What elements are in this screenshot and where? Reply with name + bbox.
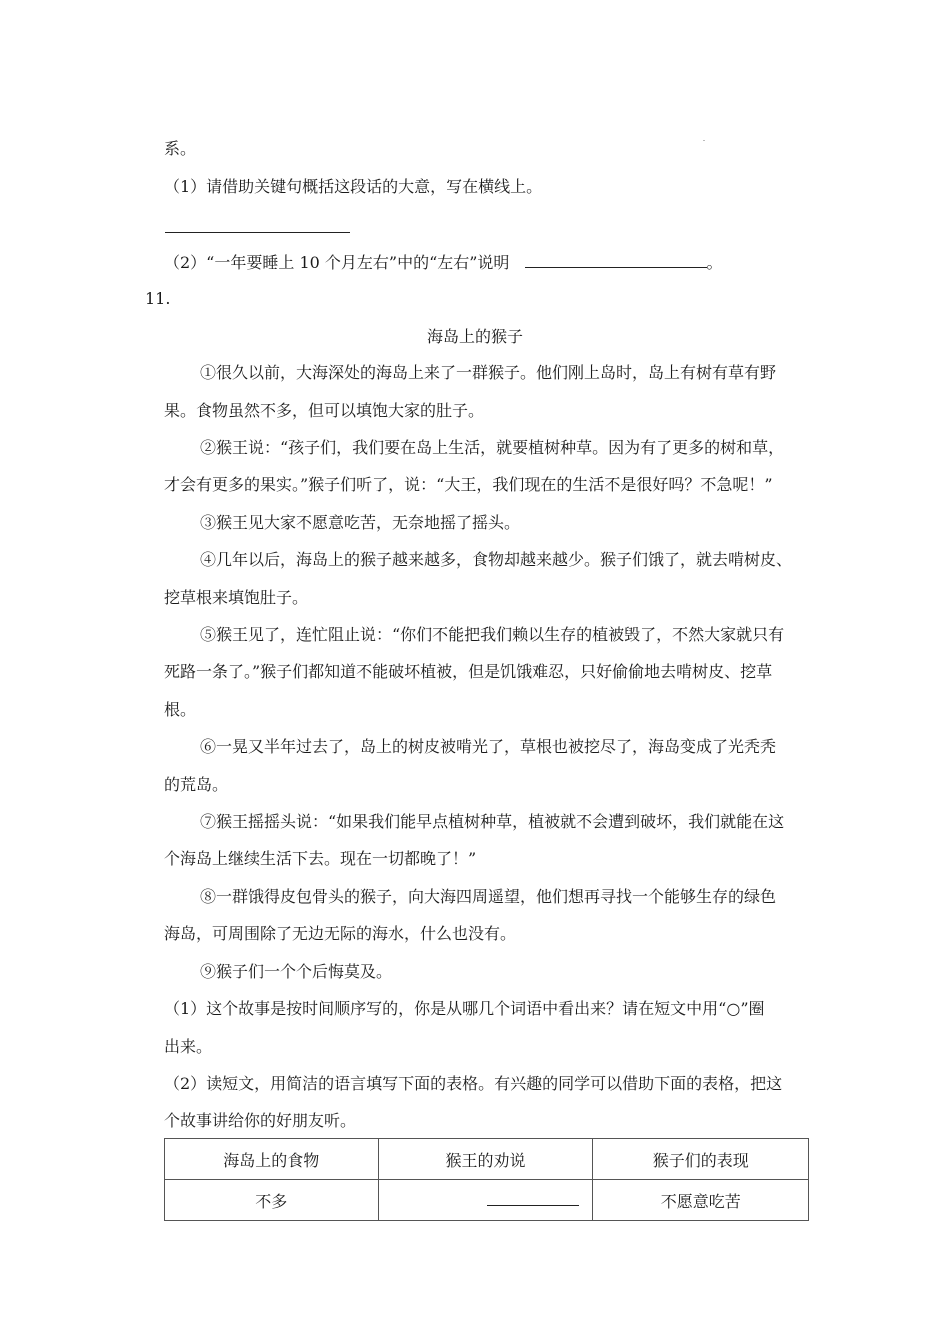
question-1: （1）请借助关键句概括这段话的大意，写在横线上。 <box>164 177 543 196</box>
table-header-row <box>165 1139 809 1180</box>
passage-line: 的荒岛。 <box>164 775 229 794</box>
table-header-cell: 海岛上的食物 <box>165 1139 379 1180</box>
table-cell-answer[interactable] <box>378 1180 593 1221</box>
passage-line: ⑨猴子们一个个后悔莫及。 <box>200 962 393 981</box>
passage-line: ①很久以前，大海深处的海岛上来了一群猴子。他们刚上岛时，岛上有树有草有野 <box>200 363 777 382</box>
passage-line: 挖草根来填饱肚子。 <box>164 588 309 607</box>
answer-line-1[interactable] <box>165 232 350 233</box>
answer-line-2[interactable] <box>525 251 707 268</box>
passage-line: 个海岛上继续生活下去。现在一切都晚了！” <box>164 849 477 868</box>
passage-title: 海岛上的猴子 <box>426 327 523 346</box>
passage-line: ⑤猴王见了，连忙阻止说：“你们不能把我们赖以生存的植被毁了，不然大家就只有 <box>200 625 785 644</box>
passage-line: 死路一条了。”猴子们都知道不能破坏植被，但是饥饿难忍，只好偷偷地去啃树皮、挖草 <box>164 662 773 681</box>
question-2 <box>164 251 723 274</box>
question-number: 11. <box>145 289 171 308</box>
sub-question-line: 出来。 <box>164 1037 213 1056</box>
passage-line: 根。 <box>164 700 197 719</box>
table-header-cell: 猴子们的表现 <box>593 1139 809 1180</box>
passage-line: ⑥一晃又半年过去了，岛上的树皮被啃光了，草根也被挖尽了，海岛变成了光秃秃 <box>200 737 777 756</box>
question-2-text: （2）“一年要睡上 10 个月左右”中的“左右”说明 <box>164 253 510 272</box>
sub-question-line: （2）读短文，用简洁的语言填写下面的表格。有兴趣的同学可以借助下面的表格，把这 <box>164 1074 783 1093</box>
passage-line: 海岛，可周围除了无边无际的海水，什么也没有。 <box>164 924 517 943</box>
passage-line: ⑦猴王摇摇头说：“如果我们能早点植树种草，植被就不会遭到破坏，我们就能在这 <box>200 812 785 831</box>
sub-question-line: 个故事讲给你的好朋友听。 <box>164 1111 357 1130</box>
passage-line: ③猴王见大家不愿意吃苦，无奈地摇了摇头。 <box>200 513 521 532</box>
passage-line: 果。食物虽然不多，但可以填饱大家的肚子。 <box>164 401 485 420</box>
passage-line: 才会有更多的果实。”猴子们听了，说：“大王，我们现在的生活不是很好吗？不急呢！” <box>164 475 773 494</box>
table-cell: 不愿意吃苦 <box>593 1180 809 1221</box>
sub-question-line: （1）这个故事是按时间顺序写的，你是从哪几个词语中看出来？请在短文中用“○”圈 <box>164 999 765 1018</box>
table-header-cell: 猴王的劝说 <box>378 1139 593 1180</box>
table-cell: 不多 <box>165 1180 379 1221</box>
passage-line: ⑧一群饿得皮包骨头的猴子，向大海四周遥望，他们想再寻找一个能够生存的绿色 <box>200 887 777 906</box>
passage-line: ②猴王说：“孩子们，我们要在岛上生活，就要植树种草。因为有了更多的树和草， <box>200 438 785 457</box>
summary-table <box>164 1138 809 1221</box>
paragraph-tail: 系。 <box>164 139 197 158</box>
question-2-end: 。 <box>706 253 723 272</box>
passage-line: ④几年以后，海岛上的猴子越来越多，食物却越来越少。猴子们饿了，就去啃树皮、 <box>200 550 793 569</box>
table-row <box>165 1180 809 1221</box>
answer-blank[interactable] <box>487 1191 579 1206</box>
scan-dot <box>703 140 705 141</box>
